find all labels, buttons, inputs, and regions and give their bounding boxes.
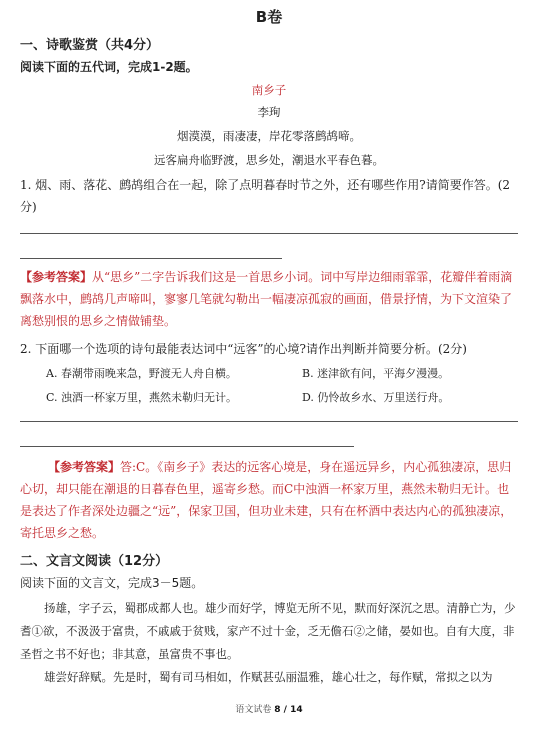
poem-author: 李珣 — [257, 105, 281, 119]
question-1: 1. 烟、雨、落花、鹧鸪组合在一起，除了点明暮春时节之外，还有哪些作用?请简要作答。(2分) — [20, 178, 511, 214]
classical-paragraph-2: 雄尝好辞赋。先是时，蜀有司马相如，作赋甚弘丽温雅，雄心壮之，每作赋，常拟之以为 — [44, 670, 493, 684]
answer-line — [20, 421, 518, 422]
answer-2 — [20, 456, 518, 544]
classical-paragraph-1: 扬雄，字子云，蜀郡成都人也。雄少而好学，博览无所不见，默而好深沉之思。清静亡为，少耆①欲，不汲汲于富贵，不戚戚于贫贱，家产不过十金，乏无儋石②之储，晏如也。自有大度，非圣哲之书不好也；非其意，虽富贵不事也。 — [20, 601, 516, 661]
section2-intro: 阅读下面的文言文，完成3－5题。 — [20, 576, 204, 590]
footer-page-number: 8 / 14 — [274, 705, 303, 715]
option-c: C. 浊酒一杯家万里，燕然未勒归无计。 — [46, 391, 238, 404]
answer-2-label: 【参考答案】 — [48, 460, 121, 474]
footer-label: 语文试卷 — [235, 705, 272, 715]
answer-line — [20, 233, 518, 234]
answer-2-text: 答:C。《南乡子》表达的远客心境是，身在遥远异乡，内心孤独凄凉，思归心切，却只能在潮退的日暮春色里，遥寄乡愁。而C中浊酒一杯家万里，燕然未勒归无计。也是表达了作者深处边疆之“远”，保家卫国，但功业未建，只有在杯酒中表达内心的孤独凄凉，寄托思乡之愁。 — [20, 460, 513, 540]
poem-title: 南乡子 — [251, 83, 287, 97]
answer-1-label: 【参考答案】 — [20, 270, 93, 284]
poem-line-1: 烟漠漠，雨凄凄，岸花零落鹧鸪啼。 — [177, 129, 361, 143]
poem-line-2: 远客扁舟临野渡，思乡处，潮退水平春色暮。 — [154, 153, 384, 167]
question-2: 2. 下面哪一个选项的诗句最能表达词中“远客”的心境?请作出判断并简要分析。(2分) — [20, 342, 467, 356]
section1-intro: 阅读下面的五代词，完成1-2题。 — [20, 60, 198, 74]
section1-heading: 一、诗歌鉴赏（共4分） — [20, 38, 160, 53]
answer-line — [20, 258, 282, 259]
page-footer — [0, 702, 538, 715]
option-b: B. 迷津欲有问，平海夕漫漫。 — [302, 367, 450, 380]
volume-title: B卷 — [255, 8, 283, 26]
answer-1-text: 从“思乡”二字告诉我们这是一首思乡小词。词中写岸边细雨霏霏，花瓣伴着雨滴飘落水中，鹧鸪几声啼叫，寥寥几笔就勾勒出一幅凄凉孤寂的画面，借景抒情，为下文渲染了离愁别恨的思乡之情做铺垫。 — [20, 270, 513, 328]
option-d: D. 仍怜故乡水、万里送行舟。 — [302, 391, 450, 404]
answer-1 — [20, 266, 518, 332]
answer-line — [20, 446, 354, 447]
section2-heading: 二、文言文阅读（12分） — [20, 554, 169, 569]
option-a: A. 春潮带雨晚来急，野渡无人舟自横。 — [46, 367, 237, 380]
